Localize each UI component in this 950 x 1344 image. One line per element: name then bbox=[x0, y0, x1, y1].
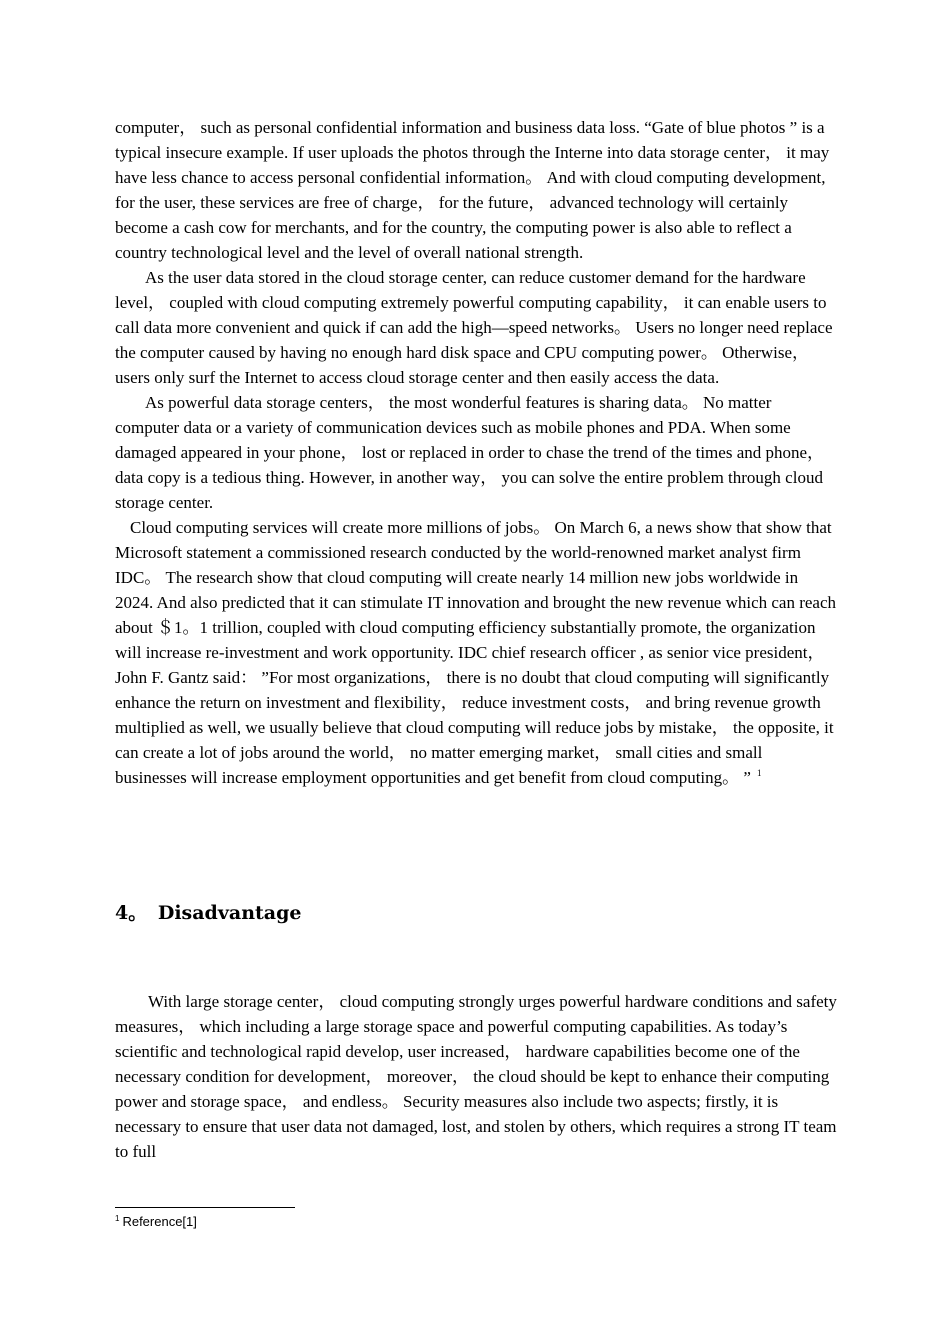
paragraph-jobs bbox=[115, 515, 837, 790]
body-text-section-2 bbox=[115, 989, 837, 1164]
paragraph-continued: computer， such as personal confidential information and business data loss. “Gate of blue photos ” is a typical insecure example. If user uploads the photos through the Interne into data storage center， it may have less chance to access personal confidential information。 And with cloud computing development, for the user, these services are free of charge， for the future， advanced technology will certainly become a cash cow for merchants, and for the country, the computing power is also able to reflect a country technological level and the level of overall national strength. bbox=[115, 118, 830, 262]
footnote-separator bbox=[115, 1207, 295, 1208]
section-heading bbox=[115, 900, 301, 926]
paragraph-user-data-storage: As the user data stored in the cloud storage center, can reduce customer demand for the hardware level， coupled with cloud computing extremely powerful computing capability， it can enable users to call data more convenient and quick if can add the high—speed networks。 Users no longer need replace the computer caused by having no enough hard disk space and CPU computing power。 Otherwise， users only surf the Internet to access cloud storage center and then easily access the data. bbox=[115, 268, 833, 387]
footnote-reference[interactable]: 1 bbox=[756, 768, 762, 778]
body-text-section bbox=[115, 115, 837, 790]
paragraph-jobs-text: Cloud computing services will create more millions of jobs。 On March 6, a news show that show that Microsoft statement a commissioned research conducted by the world-renowned market analyst firm IDC。 The research show that cloud computing will create nearly 14 million new jobs worldwide in 2024. And also predicted that it can stimulate IT innovation and brought the new revenue which can reach about ＄1。1 trillion, coupled with cloud computing efficiency substantially promote, the organization will increase re-investment and work opportunity. IDC chief research officer , as senior vice president， John F. Gantz said： ”For most organizations， there is no doubt that cloud computing will significantly enhance the return on investment and flexibility， reduce investment costs， and bring revenue growth multiplied as well, we usually believe that cloud computing will reduce jobs by mistake， the opposite, it can create a lot of jobs around the world， no matter emerging market， small cities and small businesses will increase employment opportunities and get benefit from cloud computing。 ” bbox=[115, 518, 837, 787]
footnote-mark: 1 bbox=[115, 1214, 120, 1223]
paragraph-disadvantage: With large storage center， cloud computing strongly urges powerful hardware conditions and safety measures， which including a large storage space and powerful computing capabilities. As today’s scientific and technological rapid develop, user increased， hardware capabilities become one of the necessary condition for development， moreover， the cloud should be kept to enhance their computing power and storage space， and endless。 Security measures also include two aspects; firstly, it is necessary to ensure that user data not damaged, lost, and stolen by others, which requires a strong IT team to full bbox=[115, 992, 837, 1161]
section-title: Disadvantage bbox=[157, 902, 302, 924]
paragraph-sharing-data: As powerful data storage centers， the most wonderful features is sharing data。 No matter computer data or a variety of communication devices such as mobile phones and PDA. When some damaged appeared in your phone， lost or replaced in order to chase the trend of the times and phone， data copy is a tedious thing. However, in another way， you can solve the entire problem through cloud storage center. bbox=[115, 393, 825, 512]
footnote bbox=[115, 1210, 197, 1231]
section-number: 4。 bbox=[115, 902, 148, 924]
footnote-text: Reference[1] bbox=[122, 1214, 197, 1229]
